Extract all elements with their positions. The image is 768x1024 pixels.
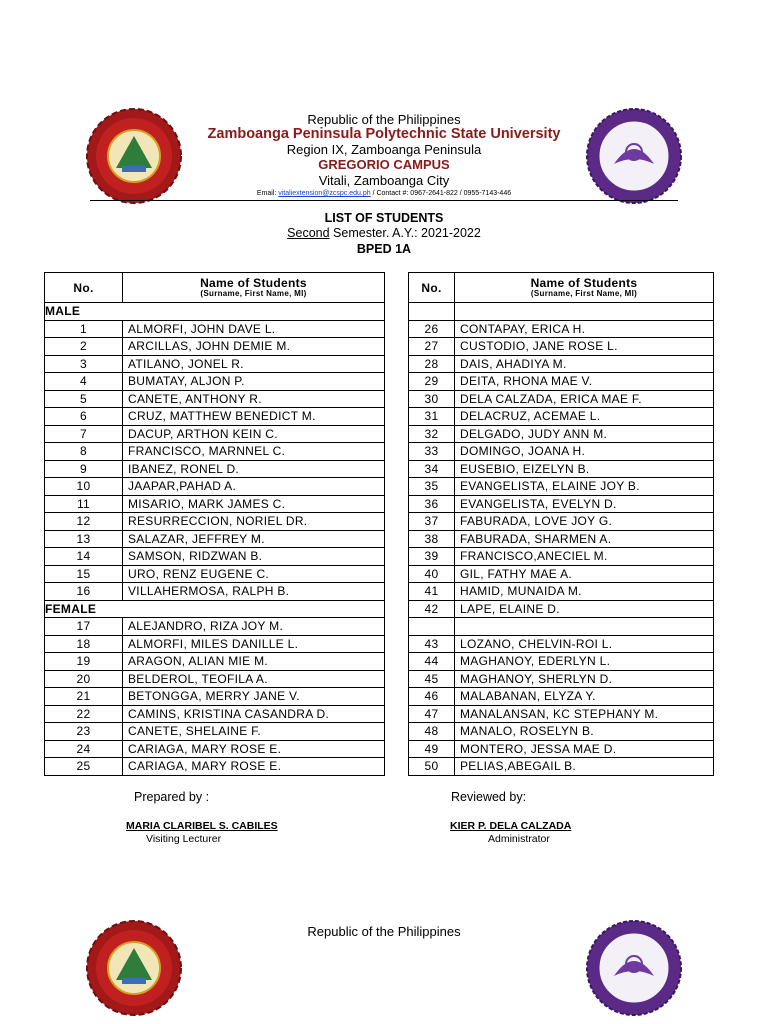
- empty-row: [409, 618, 714, 636]
- student-no: 21: [45, 688, 123, 706]
- table-row: [45, 583, 385, 601]
- student-name: MISARIO, MARK JAMES C.: [123, 495, 385, 513]
- student-no: 45: [409, 670, 455, 688]
- student-name: VILLAHERMOSA, RALPH B.: [123, 583, 385, 601]
- student-no: 44: [409, 653, 455, 671]
- student-table-right: [408, 272, 714, 776]
- table-row: [45, 390, 385, 408]
- student-name: DEITA, RHONA MAE V.: [455, 373, 714, 391]
- semester-line: [0, 226, 768, 240]
- student-name: ATILANO, JONEL R.: [123, 355, 385, 373]
- student-name: FRANCISCO,ANECIEL M.: [455, 548, 714, 566]
- student-no: 19: [45, 653, 123, 671]
- table-row: [409, 373, 714, 391]
- table-row: [409, 548, 714, 566]
- student-no: 40: [409, 565, 455, 583]
- student-no: 14: [45, 548, 123, 566]
- university-name: Zamboanga Peninsula Polytechnic State University: [207, 126, 561, 142]
- student-no: 47: [409, 705, 455, 723]
- table-row: [45, 460, 385, 478]
- empty-cell: [409, 618, 455, 636]
- city-line: Vitali, Zamboanga City: [318, 173, 450, 188]
- column-header-no: No.: [409, 273, 455, 303]
- student-name: DOMINGO, JOANA H.: [455, 443, 714, 461]
- student-name: DELACRUZ, ACEMAE L.: [455, 408, 714, 426]
- student-no: 6: [45, 408, 123, 426]
- email-label: Email:: [256, 190, 277, 197]
- student-name: BUMATAY, ALJON P.: [123, 373, 385, 391]
- table-row: [409, 320, 714, 338]
- student-name: SALAZAR, JEFFREY M.: [123, 530, 385, 548]
- table-row: [409, 408, 714, 426]
- column-header-name-title: Name of Students: [530, 275, 638, 290]
- student-name: URO, RENZ EUGENE C.: [123, 565, 385, 583]
- table-row: [409, 460, 714, 478]
- table-row: [409, 443, 714, 461]
- column-header-name: [123, 273, 385, 303]
- student-no: 22: [45, 705, 123, 723]
- student-no: 42: [409, 600, 455, 618]
- table-row: [409, 425, 714, 443]
- student-name: CANETE, SHELAINE F.: [123, 723, 385, 741]
- empty-cell: [455, 618, 714, 636]
- reviewer-title: Administrator: [488, 833, 550, 845]
- student-name: MAGHANOY, EDERLYN L.: [455, 653, 714, 671]
- student-name: FRANCISCO, MARNNEL C.: [123, 443, 385, 461]
- student-no: 39: [409, 548, 455, 566]
- student-no: 3: [45, 355, 123, 373]
- student-no: 32: [409, 425, 455, 443]
- table-row: [45, 443, 385, 461]
- table-row: [45, 635, 385, 653]
- region-line: Region IX, Zamboanga Peninsula: [286, 142, 482, 157]
- table-row: [409, 688, 714, 706]
- student-no: 9: [45, 460, 123, 478]
- table-row: [409, 758, 714, 776]
- student-name: CONTAPAY, ERICA H.: [455, 320, 714, 338]
- column-header-name: [455, 273, 714, 303]
- student-no: 28: [409, 355, 455, 373]
- student-name: CRUZ, MATTHEW BENEDICT M.: [123, 408, 385, 426]
- header-divider: [90, 200, 678, 201]
- student-name: MANALANSAN, KC STEPHANY M.: [455, 705, 714, 723]
- table-row: [409, 530, 714, 548]
- column-header-no: No.: [45, 273, 123, 303]
- table-row: [409, 565, 714, 583]
- student-no: 8: [45, 443, 123, 461]
- empty-cell: [455, 303, 714, 321]
- student-no: 29: [409, 373, 455, 391]
- column-header-name-title: Name of Students: [200, 275, 307, 290]
- table-row: [409, 705, 714, 723]
- student-name: SAMSON, RIDZWAN B.: [123, 548, 385, 566]
- student-name: BETONGGA, MERRY JANE V.: [123, 688, 385, 706]
- student-no: 49: [409, 740, 455, 758]
- student-name: ALEJANDRO, RIZA JOY M.: [123, 618, 385, 636]
- column-header-name-sub: (Surname, First Name, MI): [530, 288, 638, 298]
- table-row: [409, 478, 714, 496]
- table-row: [409, 390, 714, 408]
- student-no: 33: [409, 443, 455, 461]
- reviewed-by-label: Reviewed by:: [451, 790, 527, 804]
- contact-numbers: / Contact #: 0967-2641-822 / 0955-7143-446: [372, 190, 512, 197]
- republic-heading: Republic of the Philippines: [307, 112, 461, 127]
- student-no: 41: [409, 583, 455, 601]
- student-no: 24: [45, 740, 123, 758]
- student-name: ARCILLAS, JOHN DEMIE M.: [123, 338, 385, 356]
- student-no: 17: [45, 618, 123, 636]
- republic-heading-page2: Republic of the Philippines: [307, 924, 461, 939]
- student-no: 35: [409, 478, 455, 496]
- table-row: [409, 635, 714, 653]
- student-name: MALABANAN, ELYZA Y.: [455, 688, 714, 706]
- student-no: 4: [45, 373, 123, 391]
- student-no: 26: [409, 320, 455, 338]
- student-name: RESURRECCION, NORIEL DR.: [123, 513, 385, 531]
- student-no: 12: [45, 513, 123, 531]
- student-no: 1: [45, 320, 123, 338]
- student-name: MANALO, ROSELYN B.: [455, 723, 714, 741]
- student-name: BELDEROL, TEOFILA A.: [123, 670, 385, 688]
- student-name: DELA CALZADA, ERICA MAE F.: [455, 390, 714, 408]
- student-name: EVANGELISTA, ELAINE JOY B.: [455, 478, 714, 496]
- student-name: MAGHANOY, SHERLYN D.: [455, 670, 714, 688]
- section-label-male: MALE: [45, 303, 385, 321]
- document-title: LIST OF STUDENTS: [324, 211, 444, 225]
- student-no: 7: [45, 425, 123, 443]
- student-no: 50: [409, 758, 455, 776]
- student-no: 36: [409, 495, 455, 513]
- campus-name: GREGORIO CAMPUS: [318, 157, 450, 172]
- student-name: JAAPAR,PAHAD A.: [123, 478, 385, 496]
- student-no: 23: [45, 723, 123, 741]
- table-row: [45, 425, 385, 443]
- empty-row: [409, 303, 714, 321]
- preparer-name: MARIA CLARIBEL S. CABILES: [126, 820, 278, 832]
- column-header-name-sub: (Surname, First Name, MI): [200, 288, 307, 298]
- student-no: 30: [409, 390, 455, 408]
- table-row: [45, 530, 385, 548]
- student-name: DAIS, AHADIYA M.: [455, 355, 714, 373]
- table-row: [45, 723, 385, 741]
- student-name: EUSEBIO, EIZELYN B.: [455, 460, 714, 478]
- student-no: 43: [409, 635, 455, 653]
- student-name: CARIAGA, MARY ROSE E.: [123, 740, 385, 758]
- student-no: 16: [45, 583, 123, 601]
- table-row: [45, 513, 385, 531]
- table-row: [409, 600, 714, 618]
- table-row: [409, 740, 714, 758]
- table-row: [45, 618, 385, 636]
- student-no: 5: [45, 390, 123, 408]
- table-header-row: [409, 273, 714, 303]
- contact-line: [0, 190, 768, 197]
- table-row: [45, 355, 385, 373]
- student-name: CARIAGA, MARY ROSE E.: [123, 758, 385, 776]
- student-name: HAMID, MUNAIDA M.: [455, 583, 714, 601]
- student-name: ALMORFI, JOHN DAVE L.: [123, 320, 385, 338]
- table-row: [45, 688, 385, 706]
- table-row: [45, 565, 385, 583]
- student-name: CANETE, ANTHONY R.: [123, 390, 385, 408]
- student-name: ARAGON, ALIAN MIE M.: [123, 653, 385, 671]
- table-row: [409, 338, 714, 356]
- table-row: [45, 408, 385, 426]
- student-no: 27: [409, 338, 455, 356]
- table-row: [45, 495, 385, 513]
- student-no: 11: [45, 495, 123, 513]
- semester-word: Second: [287, 226, 330, 240]
- table-row: [45, 740, 385, 758]
- table-row: [409, 513, 714, 531]
- table-header-row: [45, 273, 385, 303]
- table-row: [409, 670, 714, 688]
- student-name: LAPE, ELAINE D.: [455, 600, 714, 618]
- student-no: 34: [409, 460, 455, 478]
- student-no: 18: [45, 635, 123, 653]
- empty-cell: [409, 303, 455, 321]
- semester-year: Semester. A.Y.: 2021-2022: [333, 226, 481, 240]
- student-name: LOZANO, CHELVIN-ROI L.: [455, 635, 714, 653]
- student-name: PELIAS,ABEGAIL B.: [455, 758, 714, 776]
- section-row-female: [45, 600, 385, 618]
- table-row: [409, 583, 714, 601]
- student-name: CAMINS, KRISTINA CASANDRA D.: [123, 705, 385, 723]
- table-row: [409, 355, 714, 373]
- prepared-by-label: Prepared by :: [134, 790, 210, 804]
- table-row: [45, 758, 385, 776]
- table-row: [45, 373, 385, 391]
- student-no: 48: [409, 723, 455, 741]
- table-row: [409, 723, 714, 741]
- table-row: [409, 653, 714, 671]
- table-row: [45, 478, 385, 496]
- student-name: IBANEZ, RONEL D.: [123, 460, 385, 478]
- table-row: [45, 548, 385, 566]
- student-name: GIL, FATHY MAE A.: [455, 565, 714, 583]
- section-row-male: [45, 303, 385, 321]
- class-name: BPED 1A: [356, 242, 412, 256]
- email-link[interactable]: vitaliextension@zcspc.edu.ph: [278, 190, 371, 197]
- student-table-left: [44, 272, 385, 776]
- student-no: 2: [45, 338, 123, 356]
- student-name: DACUP, ARTHON KEIN C.: [123, 425, 385, 443]
- table-row: [45, 653, 385, 671]
- student-no: 46: [409, 688, 455, 706]
- reviewer-name: KIER P. DELA CALZADA: [450, 820, 572, 832]
- student-no: 15: [45, 565, 123, 583]
- student-no: 20: [45, 670, 123, 688]
- student-name: CUSTODIO, JANE ROSE L.: [455, 338, 714, 356]
- student-no: 37: [409, 513, 455, 531]
- preparer-title: Visiting Lecturer: [146, 833, 222, 845]
- student-no: 31: [409, 408, 455, 426]
- student-no: 10: [45, 478, 123, 496]
- table-row: [409, 495, 714, 513]
- student-name: MONTERO, JESSA MAE D.: [455, 740, 714, 758]
- table-row: [45, 338, 385, 356]
- student-no: 13: [45, 530, 123, 548]
- student-name: DELGADO, JUDY ANN M.: [455, 425, 714, 443]
- student-name: FABURADA, SHARMEN A.: [455, 530, 714, 548]
- student-name: ALMORFI, MILES DANILLE L.: [123, 635, 385, 653]
- student-no: 25: [45, 758, 123, 776]
- student-name: EVANGELISTA, EVELYN D.: [455, 495, 714, 513]
- table-row: [45, 705, 385, 723]
- student-no: 38: [409, 530, 455, 548]
- student-name: FABURADA, LOVE JOY G.: [455, 513, 714, 531]
- table-row: [45, 320, 385, 338]
- section-label-female: FEMALE: [45, 600, 385, 618]
- table-row: [45, 670, 385, 688]
